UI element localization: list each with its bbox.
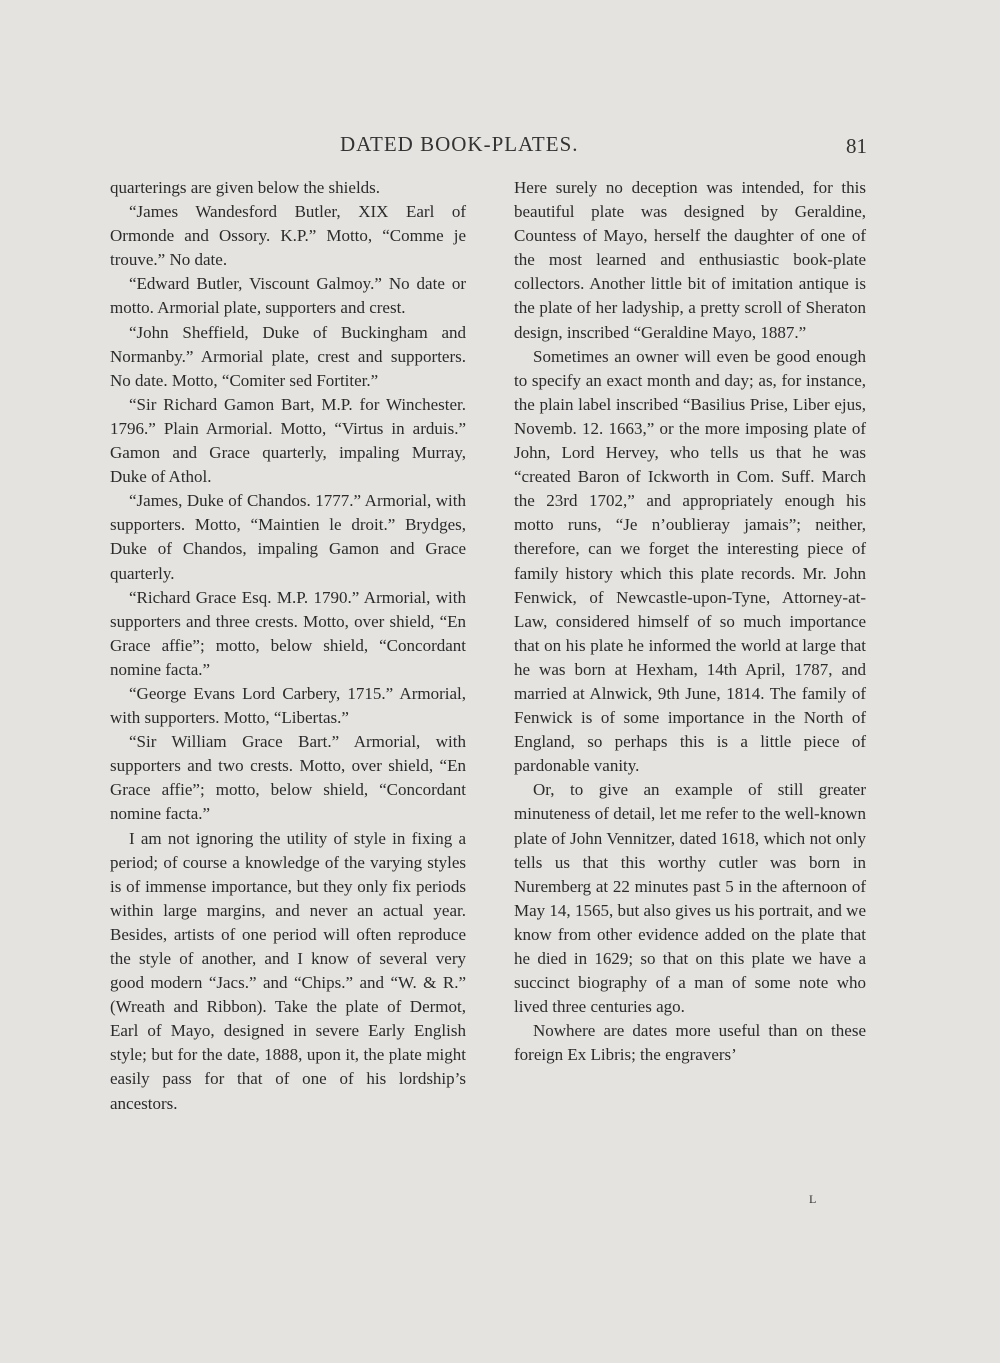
paragraph: “Sir Richard Gamon Bart, M.P. for Winchester. 1796.” Plain Armorial. Motto, “Virtus in arduis.” Gamon and Grace quarterly, impaling Murray, Duke of Athol. (110, 394, 466, 487)
paragraph: “Sir William Grace Bart.” Armorial, with supporters and two crests. Motto, over shield, “En Grace affie”; motto, below shield, “Concordant nomine facta.” (110, 732, 466, 824)
paragraph: “George Evans Lord Carbery, 1715.” Armorial, with supporters. Motto, “Libertas.” (110, 683, 466, 728)
running-title: DATED BOOK-PLATES. (340, 132, 579, 156)
paragraph: Here surely no deception was intended, for this beautiful plate was designed by Geraldine, Countess of Mayo, herself the daughter of one of the most learned and enthusiastic book-plate collectors. Another little bit of imitation antique is the plate of her ladyship, a pretty scroll of Sheraton design, inscribed “Geraldine Mayo, 1887.” (514, 178, 866, 342)
left-column (110, 176, 466, 1116)
page-number: 81 (846, 134, 867, 158)
paragraph: “John Sheffield, Duke of Buckingham and Normanby.” Armorial plate, crest and supporters. No date. Motto, “Comiter sed Fortiter.” (110, 322, 466, 390)
paragraph: quarterings are given below the shields. (110, 178, 381, 197)
paragraph: “Edward Butler, Viscount Galmoy.” No date or motto. Armorial plate, supporters and crest. (110, 274, 466, 318)
right-column (514, 176, 866, 1067)
paragraph: “James Wandesford Butler, XIX Earl of Ormonde and Ossory. K.P.” Motto, “Comme je trouve.” No date. (110, 202, 466, 270)
paragraph: Sometimes an owner will even be good enough to specify an exact month and day; as, for instance, the plain label inscribed “Basilius Prise, Liber ejus, Novemb. 12. 1663,” or the more imposing plate of John, Lord Hervey, who tells us that he was “created Baron of Ickworth in Com. Suff. March the 23rd 1702,” and appropriately enough his motto runs, “Je n’oublieray jamais”; neither, therefore, can we forget the interesting piece of family history which this plate records. Mr. John Fenwick, of Newcastle-upon-Tyne, Attorney-at-Law, considered himself of so much importance that on his plate he informed the world at large that he was born at Hexham, 14th April, 1787, and married at Alnwick, 9th June, 1814. The family of Fenwick is of some importance in the North of England, so perhaps this is a little piece of pardonable vanity. (514, 346, 866, 776)
paragraph: I am not ignoring the utility of style in fixing a period; of course a knowledge of the varying styles is of immense importance, but they only fix periods within large margins, and never an actual year. Besides, artists of one period will often reproduce the style of another, and I know of several very good modern “Jacs.” and “Chips.” and “W. & R.” (Wreath and Ribbon). Take the plate of Dermot, Earl of Mayo, designed in severe Early English style; but for the date, 1888, upon it, the plate might easily pass for that of one of his lordship’s ancestors. (110, 828, 466, 1113)
paragraph: Or, to give an example of still greater minuteness of detail, let me refer to the well-known plate of John Vennitzer, dated 1618, which not only tells us that this worthy cutler was born in Nuremberg at 22 minutes past 5 in the afternoon of May 14, 1565, but also gives us his portrait, and we know from other evidence added on the plate that he died in 1629; so that on this plate we have a succinct biography of a man of some note who lived three centuries ago. (514, 780, 866, 1017)
paragraph: “James, Duke of Chandos. 1777.” Armorial, with supporters. Motto, “Maintien le droit.” Brydges, Duke of Chandos, impaling Gamon and Grace quarterly. (110, 491, 466, 583)
signature-mark: L (809, 1192, 817, 1206)
paragraph: “Richard Grace Esq. M.P. 1790.” Armorial, with supporters and three crests. Motto, over shield, “En Grace affie”; motto, below shield, “Concordant nomine facta.” (110, 587, 466, 679)
paragraph: Nowhere are dates more useful than on these foreign Ex Libris; the engravers’ (514, 1021, 866, 1065)
